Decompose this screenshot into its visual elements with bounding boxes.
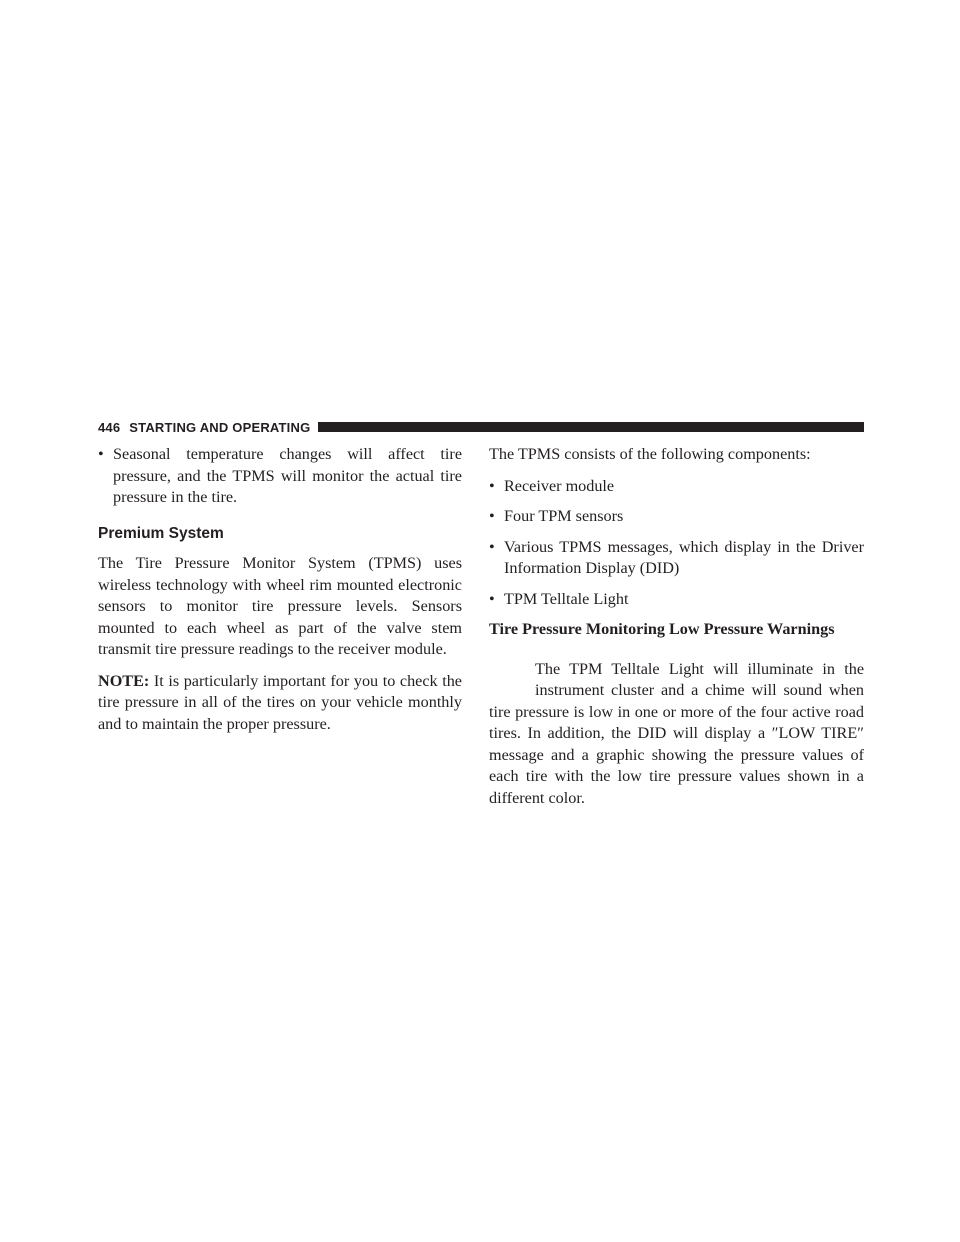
header-rule: [318, 422, 864, 432]
subheading: Tire Pressure Monitoring Low Pressure Warnings: [489, 620, 835, 638]
bullet-text: Receiver module: [504, 476, 615, 495]
list-item: [489, 537, 864, 580]
bullet-text: Seasonal temperature changes will affect tire pressure, and the TPMS will monitor the actual tire pressure in the tire.: [113, 445, 462, 506]
page-header: [98, 418, 864, 436]
note-label: NOTE:: [98, 671, 150, 690]
note-text: It is particularly important for you to check the tire pressure in all of the tires on your vehicle monthly and to maintain the proper pressure.: [98, 671, 462, 733]
list-item: [489, 506, 864, 528]
bullet-text: TPM Telltale Light: [504, 589, 629, 608]
note-paragraph: [98, 671, 462, 736]
list-item: [98, 444, 462, 509]
bullet-icon: •: [98, 445, 104, 463]
section-title: STARTING AND OPERATING: [129, 419, 311, 435]
bullet-icon: •: [489, 537, 495, 556]
right-column: [489, 444, 864, 819]
warning-block: [489, 659, 864, 810]
left-column: [98, 444, 462, 745]
bullet-icon: •: [489, 476, 495, 495]
page-number: 446: [98, 419, 121, 435]
body-paragraph: The Tire Pressure Monitor System (TPMS) uses wireless technology with wheel rim mounted electronic sensors to monitor tire pressure levels. Sensors mounted to each wheel as part of the valve stem transmit tire pressure readings to the receiver module.: [98, 554, 462, 658]
bullet-text: Various TPMS messages, which display in the Driver Information Display (DID): [504, 537, 864, 577]
bullet-icon: •: [489, 507, 495, 525]
telltale-icon-placeholder: [489, 659, 535, 699]
bullet-text: Four TPM sensors: [504, 507, 624, 525]
section-heading: Premium System: [98, 524, 224, 542]
list-item: [489, 476, 864, 498]
warning-paragraph: The TPM Telltale Light will illuminate in the instrument cluster and a chime will sound when tire pressure is low in one or more of the four active road tires. In addition, the DID will display a ″LOW TIRE″ message and a graphic showing the pressure values of each tire with the low tire pressure values shown in a different color.: [489, 659, 864, 807]
bullet-icon: •: [489, 589, 495, 608]
components-intro: The TPMS consists of the following components:: [489, 445, 811, 463]
list-item: [489, 589, 864, 611]
